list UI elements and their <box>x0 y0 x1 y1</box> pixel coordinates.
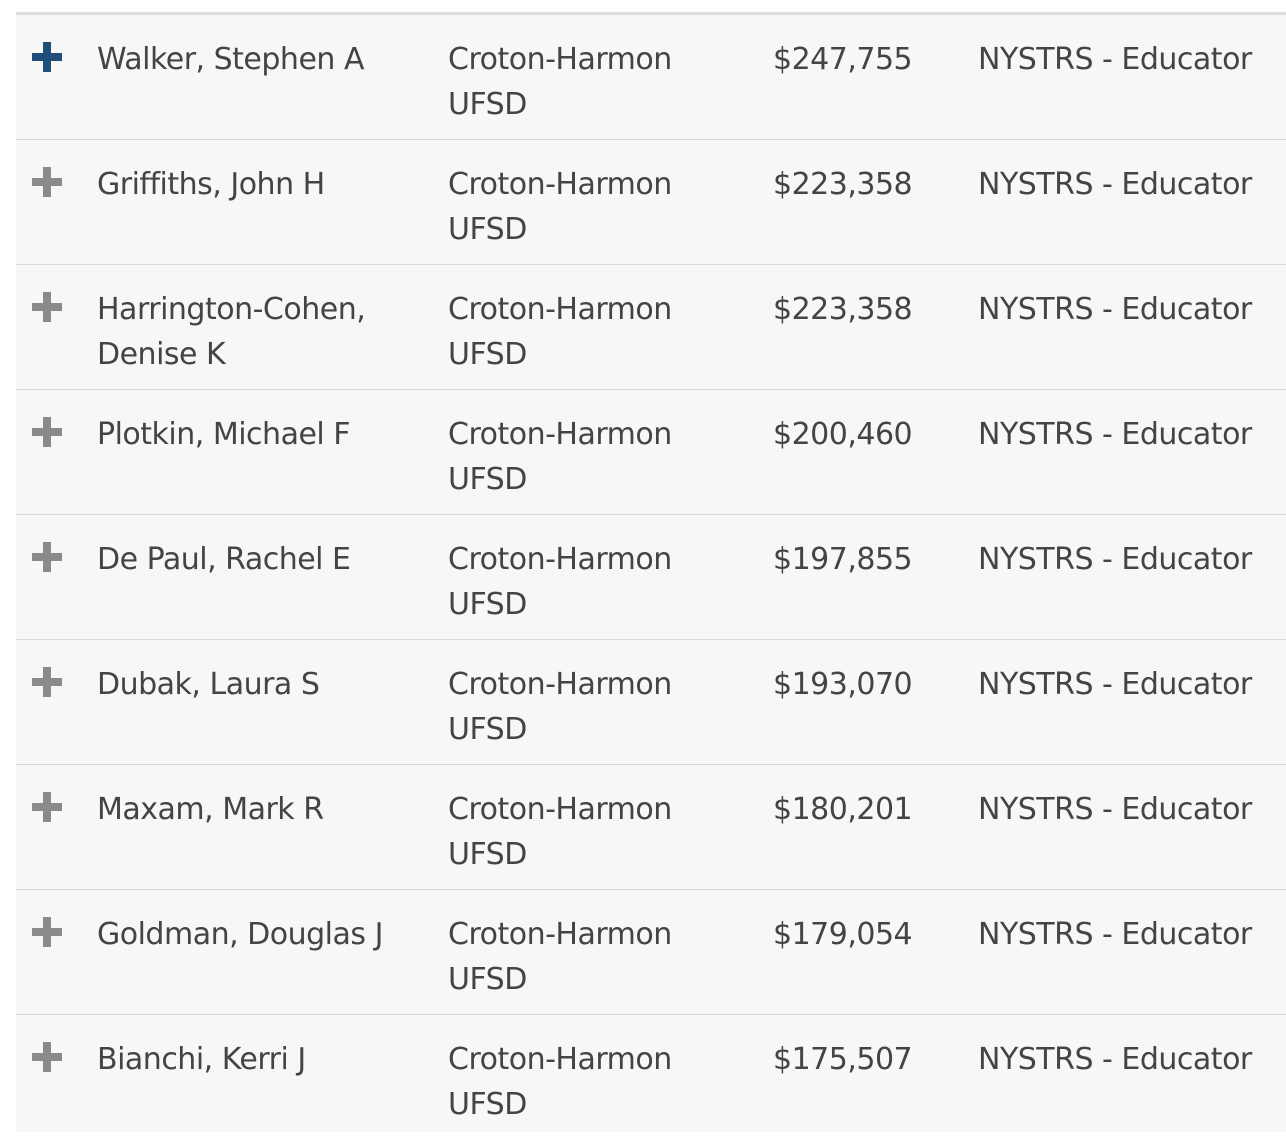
employer-line: Croton-Harmon <box>448 417 672 452</box>
table-row <box>16 640 1286 765</box>
system-cell: NYSTRS - Educator <box>978 917 1252 952</box>
employer-line: Croton-Harmon <box>448 1042 672 1077</box>
employer-line: UFSD <box>448 712 527 747</box>
employer-line: Croton-Harmon <box>448 292 672 327</box>
salary-cell: $180,201 <box>773 792 913 827</box>
employer-line: Croton-Harmon <box>448 42 672 77</box>
table-row <box>16 390 1286 515</box>
system-cell: NYSTRS - Educator <box>978 542 1252 577</box>
employer-line: Croton-Harmon <box>448 542 672 577</box>
employer-cell <box>448 287 738 377</box>
name-cell <box>97 162 427 207</box>
system-cell: NYSTRS - Educator <box>978 792 1252 827</box>
table-row <box>16 140 1286 265</box>
system-cell: NYSTRS - Educator <box>978 42 1252 77</box>
employer-line: Croton-Harmon <box>448 667 672 702</box>
employer-line: UFSD <box>448 1087 527 1122</box>
plus-icon[interactable] <box>30 540 64 574</box>
employer-line: UFSD <box>448 587 527 622</box>
name-line: Harrington-Cohen, <box>97 292 366 327</box>
table-row <box>16 765 1286 890</box>
system-cell: NYSTRS - Educator <box>978 417 1252 452</box>
employer-cell <box>448 912 738 1002</box>
employer-line: UFSD <box>448 337 527 372</box>
name-line: Walker, Stephen A <box>97 42 364 77</box>
employer-cell <box>448 662 738 752</box>
name-cell <box>97 1037 427 1082</box>
salary-cell: $223,358 <box>773 167 913 202</box>
name-line: Griffiths, John H <box>97 167 325 202</box>
salary-cell: $247,755 <box>773 42 913 77</box>
name-line: Dubak, Laura S <box>97 667 320 702</box>
employer-cell <box>448 1037 738 1127</box>
name-cell <box>97 912 427 957</box>
employer-line: Croton-Harmon <box>448 917 672 952</box>
salary-cell: $193,070 <box>773 667 913 702</box>
name-cell <box>97 787 427 832</box>
employer-line: UFSD <box>448 962 527 997</box>
table-row <box>16 15 1286 140</box>
system-cell: NYSTRS - Educator <box>978 292 1252 327</box>
salary-cell: $200,460 <box>773 417 913 452</box>
table-row <box>16 890 1286 1015</box>
name-line: De Paul, Rachel E <box>97 542 351 577</box>
employer-cell <box>448 162 738 252</box>
employer-line: Croton-Harmon <box>448 792 672 827</box>
plus-icon[interactable] <box>30 40 64 74</box>
table-row <box>16 265 1286 390</box>
plus-icon[interactable] <box>30 665 64 699</box>
name-line: Plotkin, Michael F <box>97 417 351 452</box>
plus-icon[interactable] <box>30 915 64 949</box>
plus-icon[interactable] <box>30 790 64 824</box>
employer-line: Croton-Harmon <box>448 167 672 202</box>
name-line: Bianchi, Kerri J <box>97 1042 306 1077</box>
system-cell: NYSTRS - Educator <box>978 667 1252 702</box>
plus-icon[interactable] <box>30 165 64 199</box>
plus-icon[interactable] <box>30 1040 64 1074</box>
plus-icon[interactable] <box>30 415 64 449</box>
salary-cell: $175,507 <box>773 1042 913 1077</box>
employer-cell <box>448 537 738 627</box>
employer-cell <box>448 37 738 127</box>
name-cell <box>97 662 427 707</box>
name-cell <box>97 37 427 82</box>
pension-table <box>16 12 1286 1132</box>
salary-cell: $197,855 <box>773 542 913 577</box>
employer-cell <box>448 412 738 502</box>
name-line: Maxam, Mark R <box>97 792 324 827</box>
name-line: Denise K <box>97 337 226 372</box>
employer-line: UFSD <box>448 212 527 247</box>
table-row <box>16 515 1286 640</box>
name-cell <box>97 537 427 582</box>
table-row <box>16 1015 1286 1140</box>
salary-cell: $223,358 <box>773 292 913 327</box>
plus-icon[interactable] <box>30 290 64 324</box>
name-line: Goldman, Douglas J <box>97 917 383 952</box>
name-cell <box>97 412 427 457</box>
system-cell: NYSTRS - Educator <box>978 167 1252 202</box>
salary-cell: $179,054 <box>773 917 913 952</box>
employer-line: UFSD <box>448 837 527 872</box>
employer-cell <box>448 787 738 877</box>
system-cell: NYSTRS - Educator <box>978 1042 1252 1077</box>
name-cell <box>97 287 427 377</box>
employer-line: UFSD <box>448 87 527 122</box>
employer-line: UFSD <box>448 462 527 497</box>
